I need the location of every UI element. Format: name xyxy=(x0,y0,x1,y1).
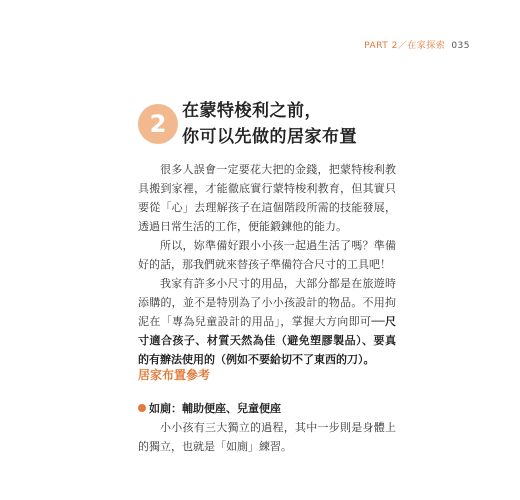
body-text xyxy=(138,160,396,369)
chapter-number-badge: 2 xyxy=(138,104,178,144)
paragraph-3-emphasis: 尺寸適合孩子、材質天然為佳（避免塑膠製品）、要真的有辦法使用的（例如不要給切不了東西的刀）。 xyxy=(138,315,396,366)
item-paragraph: 小小孩有三大獨立的過程，其中一步則是身體上的獨立，也就是「如廁」練習。 xyxy=(138,421,396,453)
bullet-dot-icon xyxy=(138,404,146,412)
paragraph-3 xyxy=(138,274,396,369)
page-number: 035 xyxy=(451,41,470,51)
chapter-title-line-2: 你可以先做的居家布置 xyxy=(182,127,357,147)
running-head-section: PART 2／在家探索 xyxy=(364,41,446,51)
paragraph-2: 所以，妳準備好跟小小孩一起過生活了嗎？準備好的話，那我們就來替孩子準備符合尺寸的工具吧！ xyxy=(138,239,396,271)
paragraph-3-text: 我家有許多小尺寸的用品，大部分都是在旅遊時添購的，並不是特別為了小小孩設計的物品。不用拘泥在「專為兒童設計的用品」，掌握大方向即可── xyxy=(138,277,396,328)
item-heading-text: 如廁：輔助便座、兒童便座 xyxy=(149,402,281,415)
chapter-title-line-1: 在蒙特梭利之前， xyxy=(182,101,322,121)
item-heading xyxy=(138,400,281,416)
section-heading: 居家布置參考 xyxy=(138,368,211,382)
chapter-title xyxy=(182,98,412,150)
item-body xyxy=(138,418,396,456)
running-head xyxy=(300,38,470,51)
paragraph-1: 很多人誤會一定要花大把的金錢，把蒙特梭利教具搬到家裡，才能徹底實行蒙特梭利教育，但其實只要從「心」去理解孩子在這個階段所需的技能發展，透過日常生活的工作，便能鍛鍊他的能力。 xyxy=(138,163,396,233)
